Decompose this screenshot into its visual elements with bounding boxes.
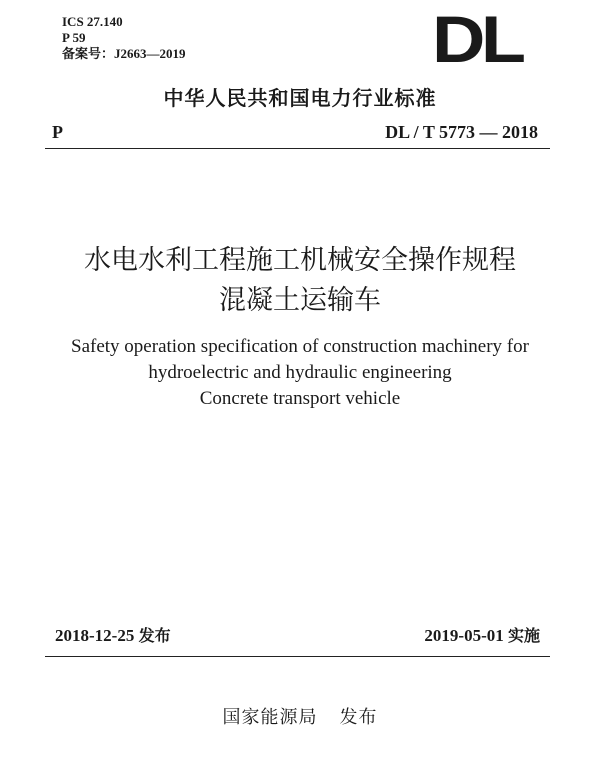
publisher-label: 发布 (339, 707, 378, 728)
title-english-line-3: Concrete transport vehicle (199, 388, 401, 409)
record-number: 备案号：J2663—2019 (62, 46, 186, 61)
implementation-date (424, 626, 540, 646)
issue-date (55, 626, 171, 646)
top-divider (45, 148, 550, 149)
issue-date-label: 发布 (138, 626, 171, 645)
title-english-line-2: hydroelectric and hydraulic engineering (148, 362, 452, 383)
standard-number: DL / T 5773 — 2018 (385, 122, 538, 142)
bottom-divider (45, 656, 550, 657)
ccs-code: P 59 (62, 30, 86, 45)
publisher (0, 706, 600, 730)
implementation-date-label: 实施 (507, 626, 540, 645)
implementation-date-value: 2019-05-01 (424, 626, 504, 645)
title-chinese: 水电水利工程施工机械安全操作规程 (84, 245, 516, 276)
issue-date-value: 2018-12-25 (55, 626, 135, 645)
classification-letter: P (52, 122, 63, 142)
dl-logo: DL (432, 2, 522, 76)
standard-category-title: 中华人民共和国电力行业标准 (163, 86, 437, 110)
subtitle-chinese: 混凝土运输车 (219, 285, 381, 316)
publisher-name: 国家能源局 (222, 707, 318, 728)
title-english-line-1: Safety operation specification of construction machinery for (71, 336, 529, 357)
ics-code: ICS 27.140 (62, 14, 123, 29)
